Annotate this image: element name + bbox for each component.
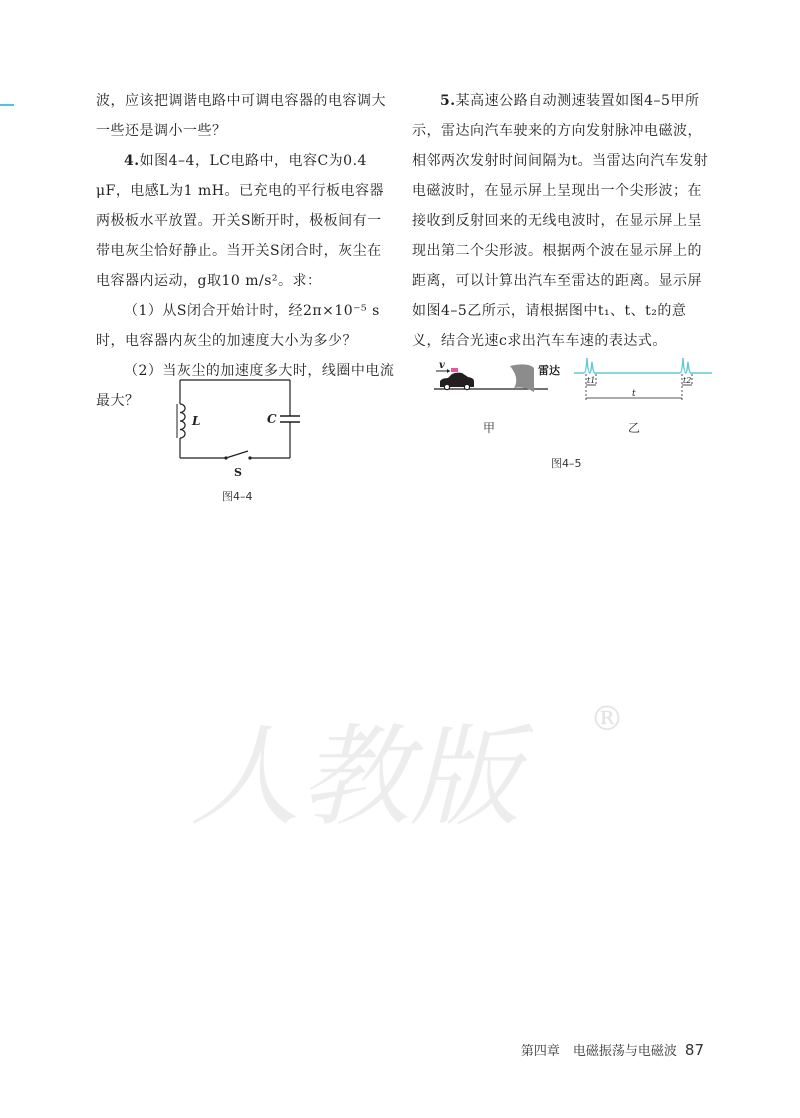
t2-label: t2 [683, 376, 692, 385]
radar-label: 雷达 [538, 364, 560, 377]
left-column [96, 86, 396, 416]
figure-4-5a-road-scene [432, 356, 572, 396]
question-4 [96, 146, 396, 296]
figure-4-4-circuit [160, 372, 320, 482]
switch-label: S [234, 466, 242, 479]
t1-label: t1 [587, 376, 596, 385]
question-5 [412, 86, 714, 356]
question-5-text: 某高速公路自动测速装置如图4–5甲所示，雷达向汽车驶来的方向发射脉冲电磁波，相邻两次发射时间间隔为t。当雷达向汽车发射电磁波时，在显示屏上呈现出一个尖形波；在接收到反射回来的无线电波时，在显示屏上呈现出第二个尖形波。根据两个波在显示屏上的距离，可以计算出汽车至雷达的距离。显示屏如图4–5乙所示，请根据图中t₁、t、t₂的意义，结合光速c求出汽车车速的表达式。 [412, 93, 709, 349]
figure-4-5-sub-b: 乙 [628, 421, 641, 435]
watermark-text: 人教版 [190, 713, 520, 841]
question-5-number: 5. [440, 93, 456, 109]
t-label: t [632, 389, 636, 399]
flag-icon [451, 368, 458, 372]
watermark-registered-mark: ® [590, 699, 624, 739]
question-4-part-2: （2）当灰尘的加速度多大时，线圈中电流最大？ [96, 363, 395, 409]
publisher-watermark [180, 690, 640, 850]
figure-4-5-sub-a: 甲 [483, 421, 496, 435]
question-4-part-1: （1）从S闭合开始计时，经2π×10⁻⁵ s时，电容器内灰尘的加速度大小为多少？ [96, 303, 380, 349]
capacitor-label: C [267, 412, 277, 426]
page-edge-marker [0, 104, 14, 106]
question-4-number: 4. [124, 153, 140, 169]
velocity-label: v [439, 360, 445, 371]
carryover-paragraph: 波，应该把调谐电路中可调电容器的电容调大一些还是调小一些？ [96, 93, 386, 139]
figure-4-5-caption: 图4–5 [551, 457, 582, 470]
inductor-label: L [192, 414, 201, 428]
waveform-trace [574, 358, 712, 373]
page-number: 87 [684, 1041, 704, 1059]
right-column [412, 86, 714, 356]
chapter-title: 第四章 电磁振荡与电磁波 [520, 1044, 677, 1059]
figure-4-4-caption: 图4–4 [222, 490, 253, 503]
question-4-text: 如图4–4，LC电路中，电容C为0.4 μF，电感L为1 mH。已充电的平行板电容器两极板水平放置。开关S断开时，极板间有一带电灰尘恰好静止。当开关S闭合时，灰尘在电容器内运动，g取10 m/s²。求： [96, 153, 384, 289]
page-footer [521, 1040, 704, 1059]
radar-dish-icon [510, 364, 534, 392]
figure-4-5b-display-waveform [572, 352, 718, 406]
